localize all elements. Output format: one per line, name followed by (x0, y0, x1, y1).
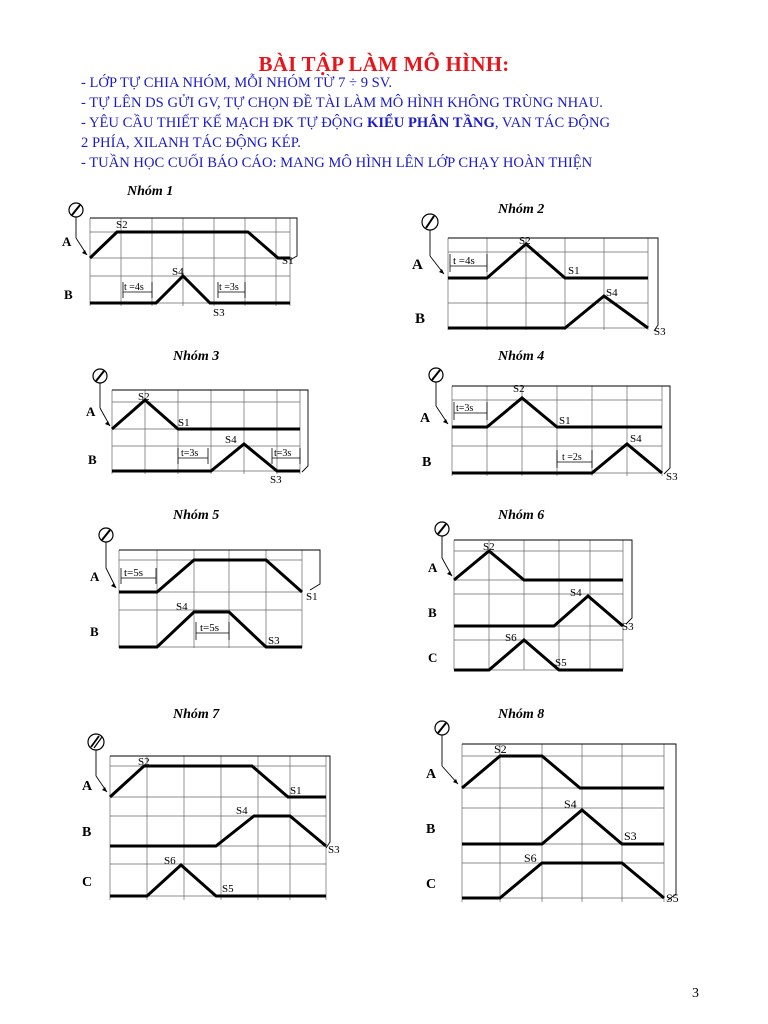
timing-diagram-5 (84, 522, 344, 657)
sensor-label: S4 (630, 433, 642, 445)
signal-c (462, 863, 664, 898)
sensor-label: S1 (178, 417, 190, 429)
sensor-label: S5 (666, 891, 679, 905)
feedback-line (452, 386, 670, 474)
timing-diagram-8 (414, 718, 704, 908)
signal-a (119, 560, 302, 592)
group-label-7: Nhóm 7 (173, 707, 220, 722)
row-label-b: B (88, 452, 97, 467)
signal-b (448, 296, 648, 328)
row-label-a: A (412, 257, 423, 273)
signal-b (454, 596, 623, 626)
start-button-icon (69, 203, 87, 255)
sensor-label: S5 (555, 657, 567, 669)
sensor-label: S2 (519, 235, 531, 247)
sensor-label: S4 (172, 266, 184, 278)
sensor-label: S2 (116, 219, 128, 231)
row-label-a: A (428, 560, 438, 575)
sensor-label: S4 (236, 805, 248, 817)
page-title: BÀI TẬP LÀM MÔ HÌNH: (258, 52, 510, 76)
timer-label: t =2s (562, 452, 582, 463)
timer-label: t=5s (200, 622, 220, 634)
timing-diagram-2 (408, 208, 678, 343)
instruction-line-3-a: - YÊU CẦU THIẾT KẾ MẠCH ĐK TỰ ĐỘNG (81, 115, 368, 131)
sensor-label: S3 (654, 326, 666, 338)
sensor-label: S1 (282, 255, 294, 267)
row-label-b: B (422, 455, 432, 470)
start-button-icon (435, 522, 452, 576)
instruction-line-4: 2 PHÍA, XILANH TÁC ĐỘNG KÉP. (81, 135, 301, 151)
signal-a (462, 756, 664, 788)
timing-diagram-6 (418, 520, 658, 672)
row-label-b: B (90, 624, 99, 639)
sensor-label: S3 (666, 471, 678, 483)
instructions (81, 73, 721, 173)
diagram-grid (462, 744, 664, 902)
timer-label: t=3s (456, 403, 474, 414)
feedback-line (119, 550, 320, 590)
sensor-label: S1 (559, 415, 571, 427)
group-label-5: Nhóm 5 (173, 508, 220, 523)
group-label-2: Nhóm 2 (498, 202, 545, 217)
timer-label: t=5s (124, 567, 144, 579)
timer-label: t =4s (453, 255, 475, 267)
timing-diagram-1 (60, 198, 310, 323)
row-label-b: B (426, 822, 436, 837)
group-label-6: Nhóm 6 (498, 508, 545, 523)
row-label-a: A (82, 779, 93, 794)
diagram-grid (110, 756, 326, 900)
row-label-a: A (90, 569, 100, 584)
group-label-3: Nhóm 3 (173, 349, 220, 364)
sensor-label: S2 (138, 391, 150, 403)
signal-c (454, 640, 623, 670)
row-label-a: A (420, 411, 431, 426)
group-label-1: Nhóm 1 (127, 184, 174, 199)
start-button-icon (422, 214, 444, 274)
signal-c (110, 865, 326, 896)
sensor-label: S2 (483, 541, 495, 553)
diagram-grid (448, 238, 648, 330)
feedback-line (110, 756, 330, 848)
row-label-c: C (82, 875, 93, 890)
start-button-icon (429, 368, 448, 424)
sensor-label: S4 (570, 587, 582, 599)
sensor-label: S4 (176, 601, 188, 613)
signal-a (448, 244, 648, 278)
row-label-b: B (415, 311, 426, 327)
instruction-line-3 (81, 113, 721, 133)
timer-label: t=3s (274, 448, 292, 459)
timer-label: t =3s (219, 282, 239, 293)
sensor-label: S3 (268, 635, 280, 647)
timing-diagram-4 (414, 366, 684, 488)
page-number: 3 (692, 986, 699, 1001)
instruction-line-3-bold: KIỂU PHÂN TẦNG (367, 115, 495, 131)
start-button-icon (99, 528, 116, 588)
sensor-label: S1 (306, 591, 318, 603)
sensor-label: S3 (328, 844, 340, 856)
sensor-label: S6 (164, 855, 176, 867)
row-label-a: A (62, 234, 72, 249)
sensor-label: S5 (222, 883, 234, 895)
timer-label: t =4s (124, 282, 144, 293)
timer-label: t=3s (181, 448, 199, 459)
sensor-label: S6 (505, 632, 517, 644)
instruction-line-3-c: , VAN TÁC ĐỘNG (494, 115, 611, 131)
signal-b (90, 276, 290, 303)
instruction-line-5: - TUẦN HỌC CUỐI BÁO CÁO: MANG MÔ HÌNH LÊN LỚP CHẠY HOÀN THIỆN (81, 155, 593, 171)
start-button-icon (93, 369, 110, 426)
sensor-label: S4 (564, 797, 577, 811)
row-label-c: C (428, 650, 438, 665)
sensor-label: S1 (290, 785, 302, 797)
timing-diagram-7 (76, 728, 356, 906)
row-label-b: B (64, 287, 73, 302)
sensor-label: S3 (213, 307, 225, 319)
signal-a (454, 551, 623, 580)
sensor-label: S4 (225, 434, 237, 446)
sensor-label: S2 (513, 383, 525, 395)
row-label-b: B (82, 825, 92, 840)
sensor-label: S3 (624, 829, 637, 843)
start-button-icon (435, 721, 458, 784)
row-label-b: B (428, 605, 437, 620)
sensor-label: S2 (494, 742, 507, 756)
row-label-a: A (86, 404, 96, 419)
sensor-label: S4 (606, 287, 618, 299)
timing-diagram-3 (82, 366, 322, 486)
instruction-line-1: - LỚP TỰ CHIA NHÓM, MỖI NHÓM TỪ 7 ÷ 9 SV. (81, 75, 393, 91)
group-label-8: Nhóm 8 (498, 707, 545, 722)
sensor-label: S3 (270, 474, 282, 486)
group-label-4: Nhóm 4 (498, 349, 545, 364)
sensor-label: S2 (138, 756, 150, 768)
instruction-line-2: - TỰ LÊN DS GỬI GV, TỰ CHỌN ĐỀ TÀI LÀM MÔ HÌNH KHÔNG TRÙNG NHAU. (81, 95, 603, 111)
sensor-label: S3 (622, 621, 634, 633)
sensor-label: S6 (524, 851, 537, 865)
sensor-label: S1 (568, 265, 580, 277)
signal-a (112, 400, 300, 429)
signal-b (110, 816, 326, 846)
row-label-c: C (426, 877, 437, 892)
row-label-a: A (426, 767, 437, 782)
signal-a (90, 232, 290, 258)
